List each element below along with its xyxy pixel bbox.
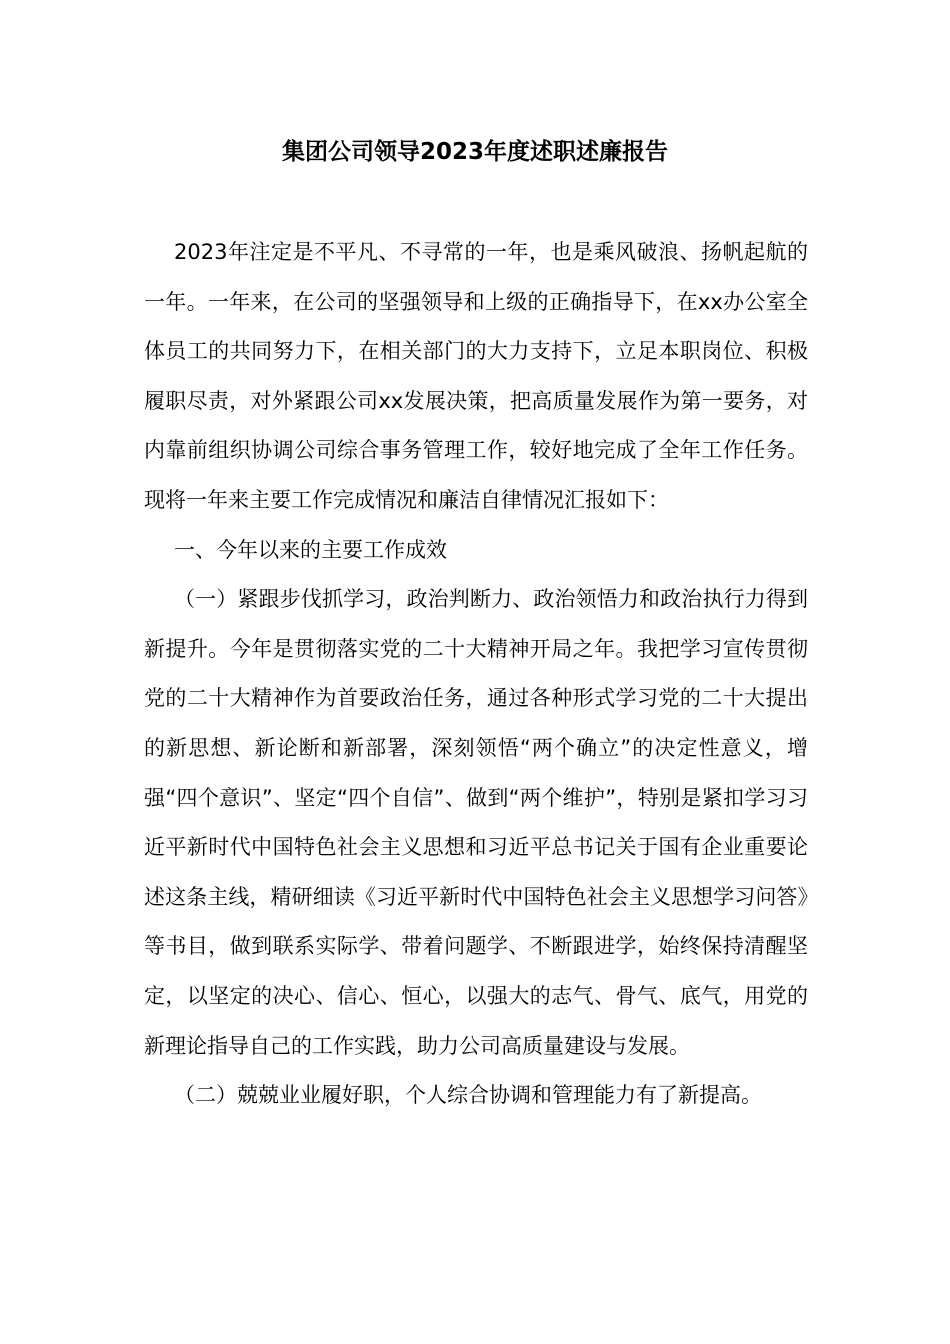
paragraph-intro: 2023年注定是不平凡、不寻常的一年，也是乘风破浪、扬帆起航的一年。一年来，在公司的坚强领导和上级的正确指导下，在xx办公室全体员工的共同努力下，在相关部门的大力支持下，立足本职岗位、积极履职尽责，对外紧跟公司xx发展决策，把高质量发展作为第一要务，对内靠前组织协调公司综合事务管理工作，较好地完成了全年工作任务。现将一年来主要工作完成情况和廉洁自律情况汇报如下：	[144, 240, 808, 512]
section-heading-1: 一、今年以来的主要工作成效	[174, 537, 447, 562]
paragraph-subsection-2: （二）兢兢业业履好职，个人综合协调和管理能力有了新提高。	[174, 1083, 762, 1108]
document-title: 集团公司领导2023年度述职述廉报告	[281, 139, 668, 165]
document-body	[144, 228, 808, 1121]
paragraph-subsection-1: （一）紧跟步伐抓学习，政治判断力、政治领悟力和政治执行力得到新提升。今年是贯彻落实党的二十大精神开局之年。我把学习宣传贯彻党的二十大精神作为首要政治任务，通过各种形式学习党的二十大提出的新思想、新论断和新部署，深刻领悟“两个确立”的决定性意义，增强“四个意识”、坚定“四个自信”、做到“两个维护”，特别是紧扣学习习近平新时代中国特色社会主义思想和习近平总书记关于国有企业重要论述这条主线，精研细读《习近平新时代中国特色社会主义思想学习问答》等书目，做到联系实际学、带着问题学、不断跟进学，始终保持清醒坚定，以坚定的决心、信心、恒心，以强大的志气、骨气、底气，用党的新理论指导自己的工作实践，助力公司高质量建设与发展。	[144, 587, 808, 1058]
